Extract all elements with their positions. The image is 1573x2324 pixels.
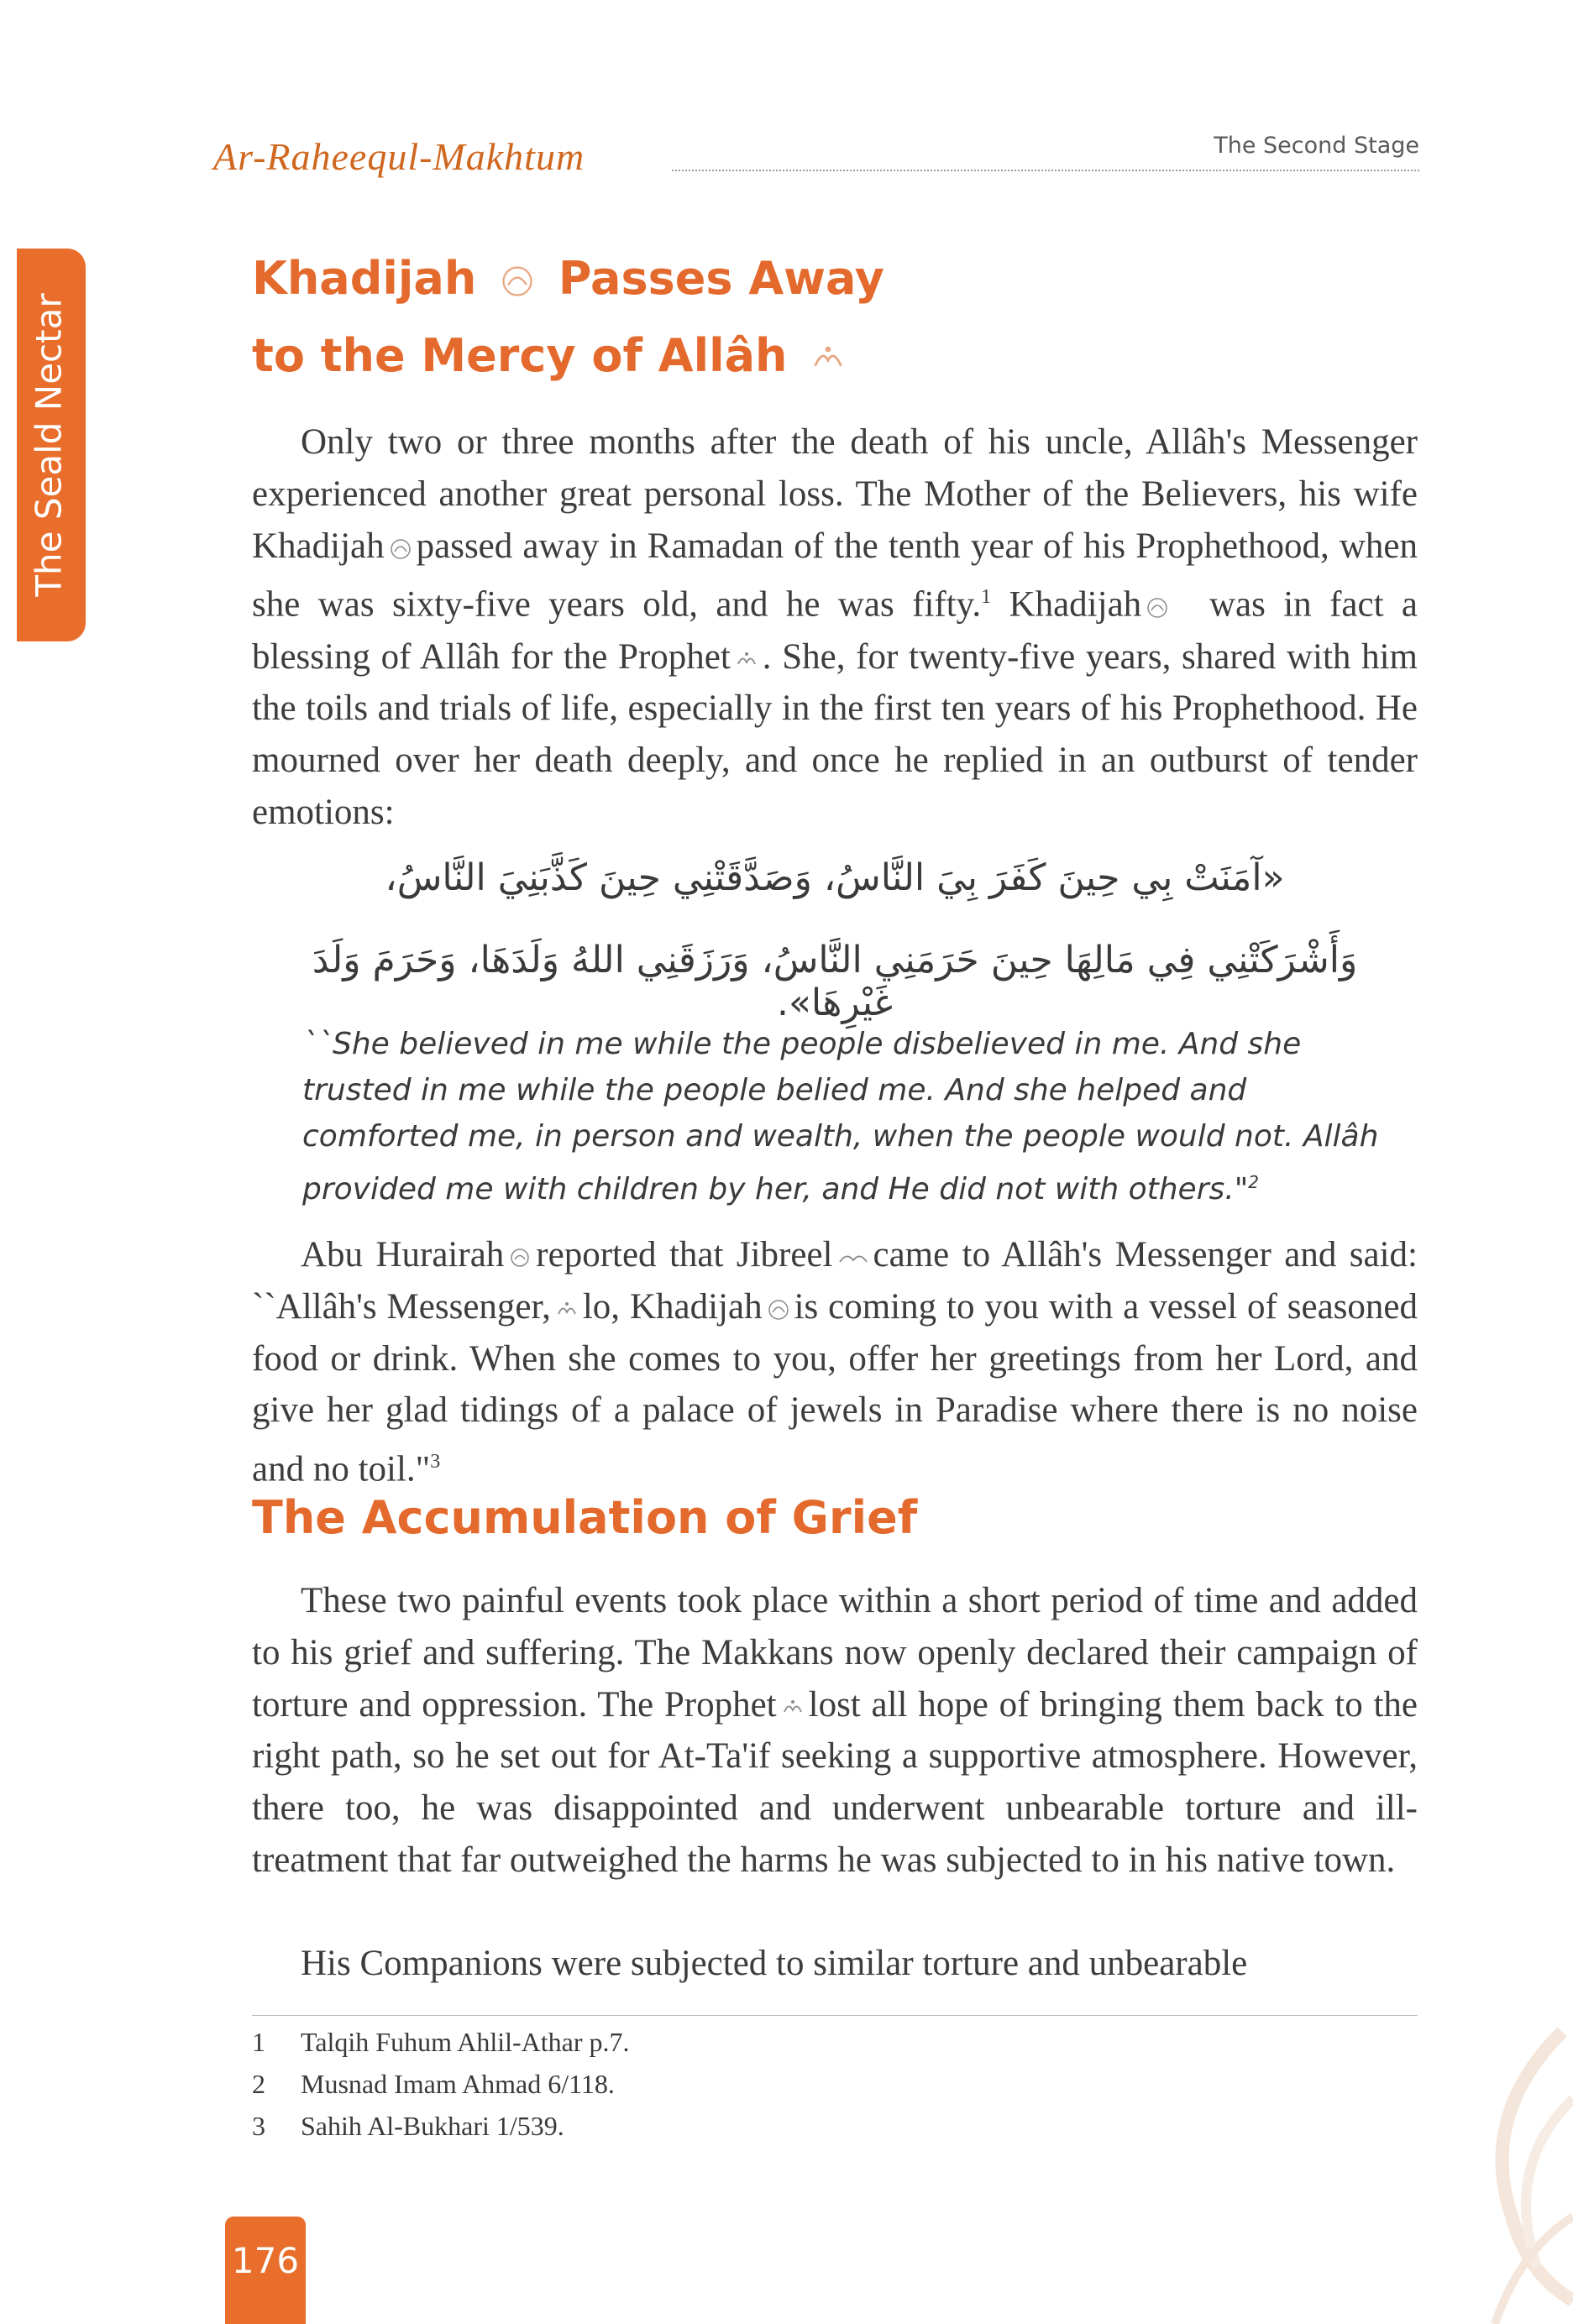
footnote-2: 2 Musnad Imam Ahmad 6/118. xyxy=(252,2069,615,2099)
heading-khadijah-line2 xyxy=(252,329,853,382)
arabic-hadith-line1: «آمَنَتْ بِي حِينَ كَفَرَ بِيَ النَّاسُ، وَصَدَّقَتْنِي حِينَ كَذَّبَنِيَ النَّاسُ، xyxy=(385,856,1285,899)
arabic-hadith-line2: وَأَشْرَكَتْنِي فِي مَالِهَا حِينَ حَرَمَنِي النَّاسُ، وَرَزَقَنِي اللهُ وَلَدَهَا، وَحَرَمَ وَلَدَ غَيْرِهَا». xyxy=(312,939,1358,1024)
footnote-ref-2: 2 xyxy=(1248,1172,1259,1192)
honorific-taala-icon xyxy=(810,340,847,377)
paragraph-jibreel-greeting: Abu Hurairah reported that Jibreel came to Allâh's Messenger and said: ``Allâh's Messenger, lo, Khadijah is coming to you with a vessel of seasoned food or drink. When she comes to you, offer her greetings from her Lord, and give her glad tidings of a palace of jewels in Paradise where there is no noise and no toil."$^3$ xyxy=(252,1235,1418,1489)
header-section-title: The Second Stage xyxy=(1214,133,1419,159)
paragraph-companions: His Companions were subjected to similar torture and unbearable xyxy=(301,1944,1248,1983)
honorific-salallahu-alayhi-wasallam-icon xyxy=(734,647,759,673)
footnote-1: 1 Talqih Fuhum Ahlil-Athar p.7. xyxy=(252,2027,630,2057)
honorific-radiallahu-anha-icon xyxy=(499,263,536,300)
honorific-alayhis-salam-icon xyxy=(836,1245,870,1270)
honorific-radiallahu-anhu-icon xyxy=(507,1245,532,1270)
honorific-radiallahu-anha-icon xyxy=(388,537,413,562)
footnote-ref-3: 3 xyxy=(430,1451,441,1473)
honorific-radiallahu-anha-icon xyxy=(1145,595,1170,620)
page-number: 176 xyxy=(231,2240,300,2281)
footnote-ref-1: 1 xyxy=(981,586,992,609)
heading1-part-a: Khadijah xyxy=(252,252,477,305)
paragraph-khadijah-death: Only two or three months after the death of his uncle, Allâh's Messenger experienced another great personal loss. The Mother of the Believers, his wife Khadijah passed away in Ramadan of the tenth year of his Prophethood, when she was sixty-five years old, and he was fifty.$^1$ Khadijah was in fact a blessing of Allâh for the Prophet . She, for twenty-five years, shared with him the toils and trials of life, especially in the first ten years of his Prophethood. He mourned over her death deeply, and once he replied in an outburst of tender emotions: xyxy=(252,422,1418,832)
corner-decoration xyxy=(1159,1998,1573,2324)
footnote-3: 3 Sahih Al-Bukhari 1/539. xyxy=(252,2111,564,2141)
hadith-translation: ``She believed in me while the people disbelieved in me. And she trusted in me while the people belied me. And she helped and comforted me, in person and wealth, when the people would not. Allâh provided me with children by her, and He did not with others."$^2$ xyxy=(302,1027,1379,1206)
heading1-line2-text: to the Mercy of Allâh xyxy=(252,329,788,382)
heading1-part-b: Passes Away xyxy=(558,252,884,305)
honorific-salallahu-alayhi-wasallam-icon xyxy=(554,1297,579,1322)
honorific-radiallahu-anha-icon xyxy=(766,1297,791,1322)
heading-accumulation-of-grief: The Accumulation of Grief xyxy=(252,1491,918,1544)
honorific-salallahu-alayhi-wasallam-icon xyxy=(780,1695,805,1720)
heading-khadijah-line1 xyxy=(252,252,884,305)
header-dotted-rule xyxy=(672,170,1419,171)
side-tab-label: The Seald Nectar xyxy=(28,293,70,597)
paragraph-accumulation-of-grief: These two painful events took place within a short period of time and added to his grief and suffering. The Makkans now openly declared their campaign of torture and oppression. The Prophet lost all hope of bringing them back to the right path, so he set out for At-Ta'if seeking a supportive atmosphere. However, there too, he was disappointed and underwent unbearable torture and ill-treatment that far outweighed the harms he was subjected to in his native town. xyxy=(252,1581,1418,1880)
header-book-title: Ar-Raheequl-Makhtum xyxy=(213,135,585,178)
